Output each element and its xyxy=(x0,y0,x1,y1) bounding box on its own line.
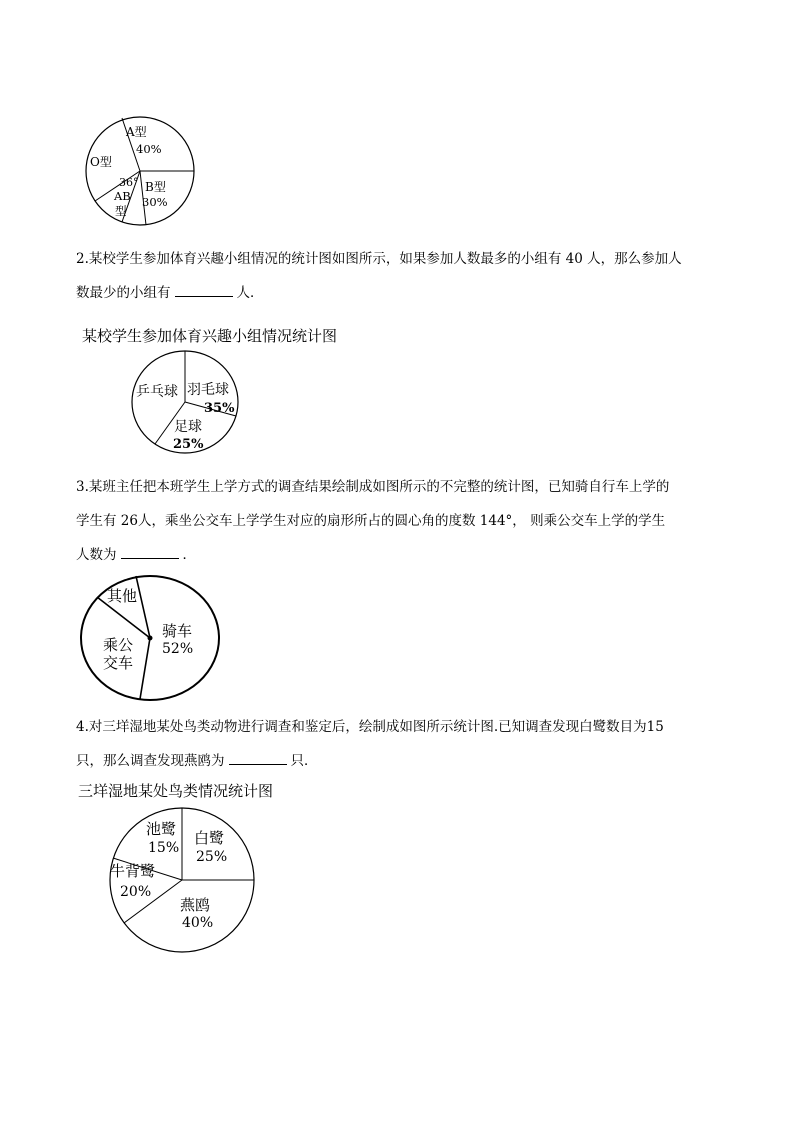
slice-pct-b: 30% xyxy=(142,195,168,209)
slice-label-egret: 白鹭 xyxy=(194,829,225,847)
question-2-line2 xyxy=(76,276,736,310)
answer-blank[interactable] xyxy=(229,750,287,765)
slice-pct-football: 25% xyxy=(173,437,204,452)
question-3-line3 xyxy=(76,538,736,572)
slice-label-football: 足球 xyxy=(174,419,202,435)
slice-label-a: A型 xyxy=(126,125,147,139)
slice-label-tern: 燕鸥 xyxy=(180,896,211,914)
slice-label-o: O型 xyxy=(90,155,112,169)
slice-label-bus-line2: 交车 xyxy=(103,654,134,672)
question-2-line2-post: 人． xyxy=(236,285,264,301)
question-3 xyxy=(76,470,736,572)
answer-blank[interactable] xyxy=(175,282,233,297)
slice-pct-tern: 40% xyxy=(182,915,214,931)
blood-type-pie-chart xyxy=(84,115,196,227)
slice-label-pingpong: 乒乓球 xyxy=(136,384,178,400)
question-4-line2-post: 只． xyxy=(290,753,318,769)
slice-pct-cycling: 52% xyxy=(162,641,194,657)
chart-4-title: 三垟湿地某处鸟类情况统计图 xyxy=(78,782,274,800)
question-2-line1: 2.某校学生参加体育兴趣小组情况的统计图如图所示，如果参加人数最多的小组有 40 人，那么参加人 xyxy=(76,251,682,267)
slice-label-ab-line2: 型 xyxy=(115,204,127,218)
question-2-line2-pre: 数最少的小组有 xyxy=(76,285,171,301)
chart-2-title: 某校学生参加体育兴趣小组情况统计图 xyxy=(82,327,338,345)
slice-label-badminton: 羽毛球 xyxy=(187,382,229,398)
slice-pct-badminton: 35% xyxy=(204,401,235,416)
sports-group-pie-chart xyxy=(131,350,241,455)
pie-center-dot xyxy=(148,636,153,641)
question-4-line2 xyxy=(76,744,736,778)
answer-blank[interactable] xyxy=(121,544,179,559)
slice-label-other: 其他 xyxy=(107,587,138,605)
bird-survey-pie-chart xyxy=(108,808,256,956)
commute-pie-chart xyxy=(80,575,222,705)
question-3-line1: 3.某班主任把本班学生上学方式的调查结果绘制成如图所示的不完整的统计图，已知骑自行车上学的 xyxy=(76,479,670,495)
slice-pct-cattle-egret: 20% xyxy=(120,884,152,900)
question-4-line1: 4.对三垟湿地某处鸟类动物进行调查和鉴定后，绘制成如图所示统计图.已知调查发现白鹭数目为15 xyxy=(76,719,664,735)
question-3-line3-pre: 人数为 xyxy=(76,547,117,563)
slice-pct-egret: 25% xyxy=(196,849,228,865)
slice-divider xyxy=(140,638,150,699)
question-4-line2-pre: 只，那么调查发现燕鸥为 xyxy=(76,753,225,769)
slice-label-ab-line1: AB xyxy=(114,189,131,203)
slice-pct-a: 40% xyxy=(136,142,162,156)
slice-label-bus-line1: 乘公 xyxy=(103,636,134,654)
slice-pct-pond-heron: 15% xyxy=(148,840,180,856)
slice-angle-ab: 36° xyxy=(119,176,139,189)
question-3-line3-post: ． xyxy=(182,547,196,563)
question-4 xyxy=(76,710,736,778)
slice-label-b: B型 xyxy=(145,180,166,194)
slice-label-cattle-egret: 牛背鹭 xyxy=(110,862,156,880)
slice-label-pond-heron: 池鹭 xyxy=(146,820,177,838)
question-2 xyxy=(76,242,736,310)
slice-label-cycling: 骑车 xyxy=(162,622,193,640)
question-3-line2: 学生有 26人，乘坐公交车上学学生对应的扇形所占的圆心角的度数 144°， 则乘公交车上学的学生 xyxy=(76,513,666,529)
